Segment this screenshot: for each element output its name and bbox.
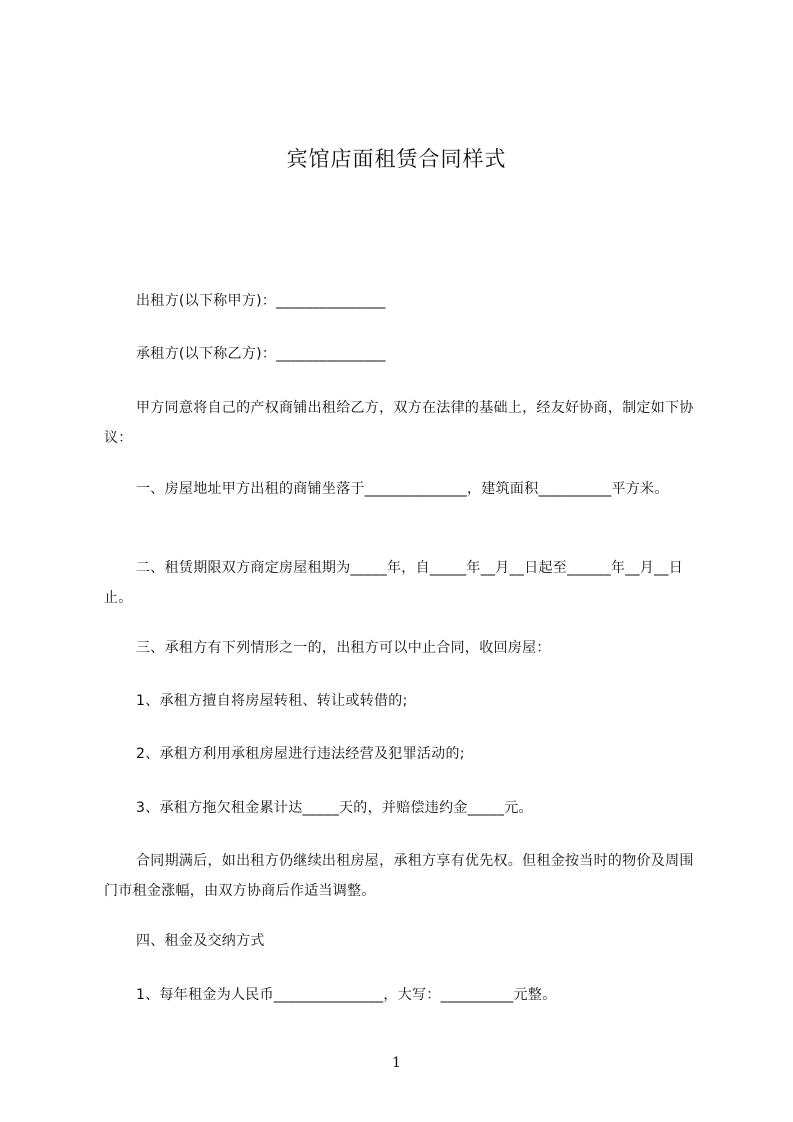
paragraph-lessor: 出租方(以下称甲方)：_______________ xyxy=(136,293,386,309)
paragraph-item-3: 3、承租方拖欠租金累计达_____天的，并赔偿违约金_____元。 xyxy=(136,800,533,816)
page-number: 1 xyxy=(392,1055,401,1071)
paragraph-intro: 甲方同意将自己的产权商铺出租给乙方，双方在法律的基础上，经友好协商，制定如下协议： xyxy=(104,400,694,446)
paragraph-item-1: 1、承租方擅自将房屋转租、转让或转借的; xyxy=(136,693,408,709)
paragraph-clause-3: 三、承租方有下列情形之一的，出租方可以中止合同，收回房屋： xyxy=(136,640,551,656)
paragraph-expiry: 合同期满后，如出租方仍继续出租房屋，承租方享有优先权。但租金按当时的物价及周围门市租金涨幅，由双方协商后作适当调整。 xyxy=(104,853,694,899)
paragraph-rent-1: 1、每年租金为人民币_______________，大写：__________元整。 xyxy=(136,987,557,1003)
paragraph-lessee: 承租方(以下称乙方)：_______________ xyxy=(136,346,386,362)
paragraph-clause-2: 二、租赁期限双方商定房屋租期为_____年，自_____年__月__日起至______年__月__日止。 xyxy=(104,560,683,606)
paragraph-clause-4: 四、租金及交纳方式 xyxy=(136,933,265,949)
document-title: 宾馆店面租赁合同样式 xyxy=(286,147,507,171)
paragraph-item-2: 2、承租方利用承租房屋进行违法经营及犯罪活动的; xyxy=(136,746,465,762)
paragraph-clause-1: 一、房屋地址甲方出租的商铺坐落于______________，建筑面积__________平方米。 xyxy=(136,481,669,497)
